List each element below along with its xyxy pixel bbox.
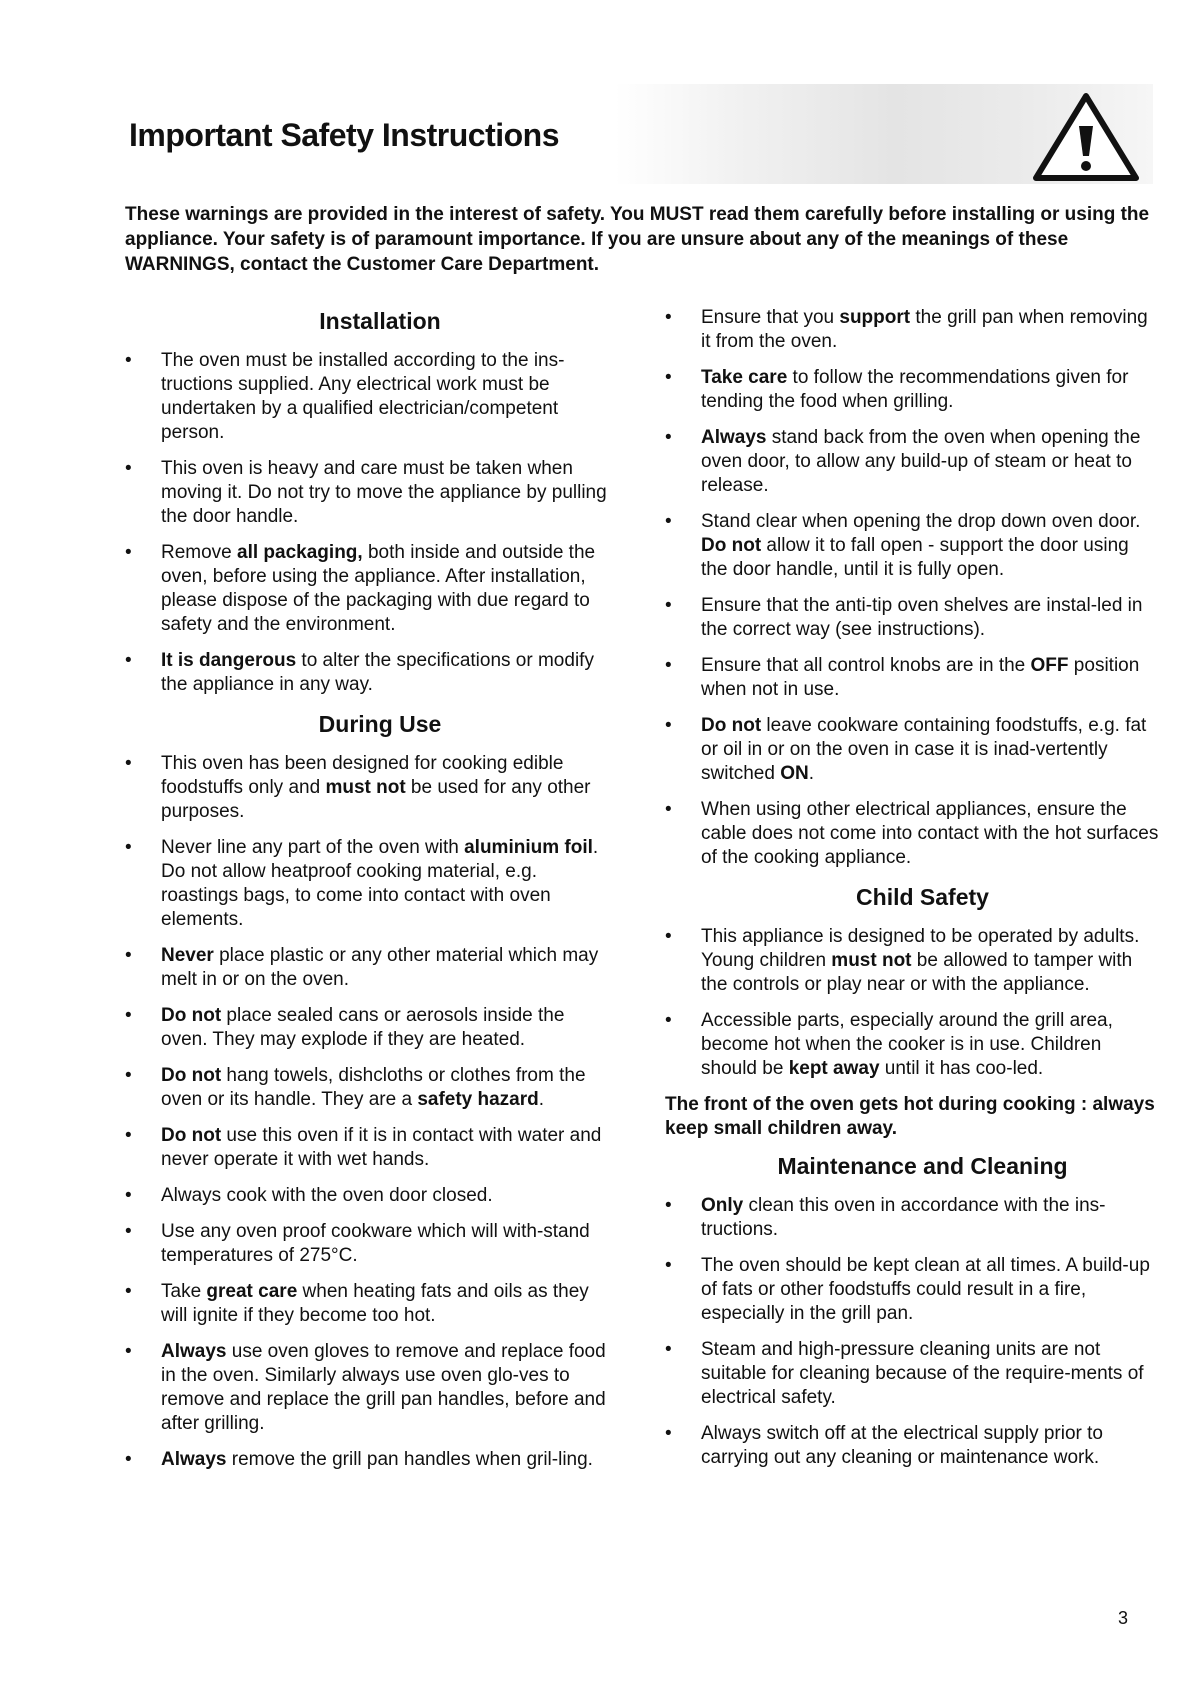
list-item bbox=[665, 1194, 1160, 1242]
child-safety-list bbox=[665, 925, 1160, 1081]
emphasis-text: OFF bbox=[1030, 655, 1069, 676]
item-text: Stand clear when opening the drop down oven door. bbox=[701, 511, 1141, 532]
item-text: The oven must be installed according to the ins-tructions supplied. Any electrical work must be undertaken by a qualified electrician/competent person. bbox=[161, 350, 565, 443]
right-column bbox=[665, 306, 1160, 1482]
maintenance-list bbox=[665, 1194, 1160, 1470]
item-text: . bbox=[808, 763, 814, 784]
item-text: . bbox=[538, 1089, 545, 1110]
emphasis-text: Always bbox=[701, 427, 767, 448]
list-item bbox=[665, 306, 1160, 354]
item-text: when heating fats and oils as they will ignite if they become too hot. bbox=[161, 1281, 589, 1326]
item-text: Remove bbox=[161, 542, 238, 563]
item-text: This appliance is designed to be operated by adults. Young children bbox=[701, 926, 1140, 971]
item-text: be allowed to tamper with the controls or play near or with the appliance. bbox=[701, 950, 1133, 995]
item-text: position when not in use. bbox=[701, 655, 1140, 700]
emphasis-text: Do not bbox=[161, 1065, 222, 1086]
list-item bbox=[125, 1124, 615, 1172]
list-item bbox=[125, 1220, 615, 1268]
list-item bbox=[125, 1004, 615, 1052]
emphasis-text: great care bbox=[206, 1281, 298, 1302]
item-text: Ensure that you bbox=[701, 307, 840, 328]
emphasis-text: support bbox=[839, 307, 911, 328]
item-text: be used for any other purposes. bbox=[161, 777, 591, 822]
maintenance-heading: Maintenance and Cleaning bbox=[777, 1153, 1068, 1179]
item-text: to follow the recommendations given for tending the food when grilling. bbox=[701, 367, 1129, 412]
emphasis-text: Only bbox=[701, 1195, 744, 1216]
item-text: stand back from the oven when opening the oven door, to allow any build-up of steam or heat to release. bbox=[701, 427, 1141, 496]
item-text: both inside and outside the oven, before using the appliance. After installation, please dispose of the packaging with due regard to safety and the environment. bbox=[161, 542, 596, 635]
item-text: Take bbox=[161, 1281, 207, 1302]
item-text: Accessible parts, especially around the grill area, become hot when the cooker is in use. Children should be bbox=[701, 1010, 1113, 1079]
page-title: Important Safety Instructions bbox=[129, 117, 559, 153]
item-text: Always cook with the oven door closed. bbox=[161, 1185, 493, 1206]
item-text: This oven is heavy and care must be taken when moving it. Do not try to move the appliance by pulling the door handle. bbox=[161, 458, 607, 527]
list-item bbox=[125, 1448, 615, 1472]
item-text: use this oven if it is in contact with water and never operate it with wet hands. bbox=[161, 1125, 602, 1170]
item-text: . Do not allow heatproof cooking material, e.g. roastings bags, to come into contact with oven elements. bbox=[161, 837, 599, 930]
emphasis-text: Always bbox=[161, 1449, 227, 1470]
list-item bbox=[665, 1422, 1160, 1470]
item-text: use oven gloves to remove and replace food in the oven. Similarly always use oven glo-ves to remove and replace the grill pan handles, before and after grilling. bbox=[161, 1341, 606, 1434]
emphasis-text: kept away bbox=[788, 1058, 880, 1079]
list-item bbox=[125, 752, 615, 824]
list-item bbox=[125, 349, 615, 445]
item-text: clean this oven in accordance with the ins-tructions. bbox=[701, 1195, 1106, 1240]
item-text: the grill pan when removing it from the oven. bbox=[701, 307, 1148, 352]
list-item bbox=[665, 1254, 1160, 1326]
item-text: This oven has been designed for cooking edible foodstuffs only and bbox=[161, 753, 564, 798]
item-text: place sealed cans or aerosols inside the oven. They may explode if they are heated. bbox=[161, 1005, 565, 1050]
list-item bbox=[665, 426, 1160, 498]
item-text: Ensure that the anti-tip oven shelves are instal-led in the correct way (see instructions). bbox=[701, 595, 1143, 640]
child-safety-section bbox=[665, 882, 1160, 1141]
list-item bbox=[665, 925, 1160, 997]
item-text: hang towels, dishcloths or clothes from the oven or its handle. They are a bbox=[161, 1065, 586, 1110]
child-safety-callout: The front of the oven gets hot during cooking : always keep small children away. bbox=[665, 1094, 1155, 1139]
list-item bbox=[665, 798, 1160, 870]
list-item bbox=[665, 1338, 1160, 1410]
item-text: Ensure that all control knobs are in the bbox=[701, 655, 1031, 676]
list-item bbox=[665, 594, 1160, 642]
list-item bbox=[665, 714, 1160, 786]
item-text: Steam and high-pressure cleaning units are not suitable for cleaning because of the require-ments of electrical safety. bbox=[701, 1339, 1144, 1408]
list-item bbox=[125, 1340, 615, 1436]
list-item bbox=[665, 366, 1160, 414]
item-text: Always switch off at the electrical supply prior to carrying out any cleaning or maintenance work. bbox=[701, 1423, 1103, 1468]
item-text: until it has coo-led. bbox=[879, 1058, 1044, 1079]
list-item bbox=[125, 457, 615, 529]
emphasis-text: must not bbox=[325, 777, 406, 798]
list-item bbox=[665, 654, 1160, 702]
emphasis-text: Do not bbox=[701, 715, 762, 736]
emphasis-text: safety hazard bbox=[417, 1089, 539, 1110]
list-item bbox=[125, 649, 615, 697]
emphasis-text: Do not bbox=[161, 1005, 222, 1026]
child-safety-heading: Child Safety bbox=[856, 884, 989, 910]
left-column bbox=[125, 306, 615, 1484]
list-item bbox=[125, 836, 615, 932]
installation-heading: Installation bbox=[319, 308, 441, 334]
emphasis-text: aluminium foil bbox=[464, 837, 593, 858]
item-text: leave cookware containing foodstuffs, e.g. fat or oil in or on the oven in case it is inad-vertently switched bbox=[701, 715, 1147, 784]
emphasis-text: It is dangerous bbox=[161, 650, 297, 671]
warning-triangle-icon bbox=[1030, 92, 1142, 184]
item-text: Use any oven proof cookware which will with-stand temperatures of 275°C. bbox=[161, 1221, 590, 1266]
page-number: 3 bbox=[1118, 1608, 1129, 1628]
item-text: place plastic or any other material which may melt in or on the oven. bbox=[161, 945, 599, 990]
emphasis-text: ON bbox=[780, 763, 809, 784]
emphasis-text: Take care bbox=[701, 367, 788, 388]
list-item bbox=[125, 541, 615, 637]
item-text: Never line any part of the oven with bbox=[161, 837, 465, 858]
list-item bbox=[665, 1009, 1160, 1081]
item-text: When using other electrical appliances, ensure the cable does not come into contact with the hot surfaces of the cooking appliance. bbox=[701, 799, 1159, 868]
during-use-section bbox=[125, 709, 615, 1472]
item-text: allow it to fall open - support the door using the door handle, until it is fully open. bbox=[701, 535, 1129, 580]
emphasis-text: must not bbox=[831, 950, 912, 971]
emphasis-text: all packaging, bbox=[237, 542, 363, 563]
list-item bbox=[665, 510, 1160, 582]
list-item bbox=[125, 1064, 615, 1112]
intro-warning: These warnings are provided in the interest of safety. You MUST read them carefully before installing or using the appliance. Your safety is of paramount importance. If you are unsure about any of the meanings of these WARNINGS, contact the Customer Care Department. bbox=[125, 204, 1150, 275]
during-use-heading: During Use bbox=[318, 711, 442, 737]
emphasis-text: Do not bbox=[701, 535, 762, 556]
emphasis-text: Always bbox=[161, 1341, 227, 1362]
emphasis-text: Do not bbox=[161, 1125, 222, 1146]
installation-list bbox=[125, 349, 615, 697]
list-item bbox=[125, 1184, 615, 1208]
during-use-list bbox=[125, 752, 615, 1472]
list-item bbox=[125, 944, 615, 992]
during-use-continued-list bbox=[665, 306, 1160, 870]
list-item bbox=[125, 1280, 615, 1328]
item-text: The oven should be kept clean at all times. A build-up of fats or other foodstuffs could result in a fire, especially in the grill pan. bbox=[701, 1255, 1150, 1324]
emphasis-text: Never bbox=[161, 945, 214, 966]
item-text: to alter the specifications or modify the appliance in any way. bbox=[161, 650, 594, 695]
item-text: remove the grill pan handles when gril-ling. bbox=[226, 1449, 593, 1470]
installation-section bbox=[125, 306, 615, 697]
maintenance-section bbox=[665, 1151, 1160, 1470]
